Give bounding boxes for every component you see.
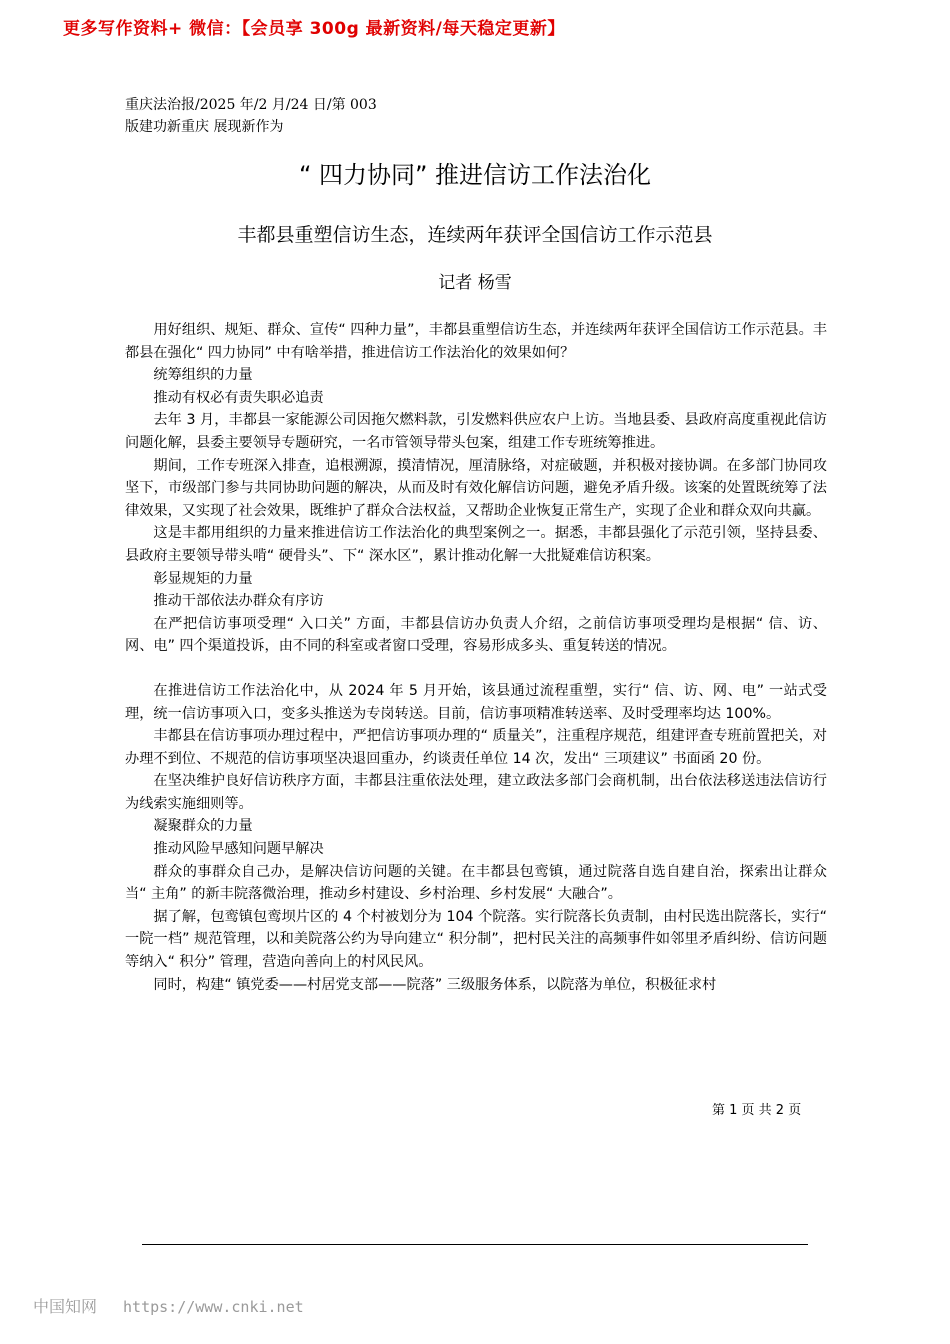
paragraph: 同时，构建“ 镇党委——村居党支部——院落” 三级服务体系，以院落为单位，积极征求村 [153, 976, 717, 993]
paragraph: 去年 3 月，丰都县一家能源公司因拖欠燃料款，引发燃料供应农户上访。当地县委、县政府高度重视此信访问题化解，县委主要领导专题研究，一名市管领导带头包案，组建工作专班统筹推进。 [125, 412, 827, 451]
paragraph: 这是丰都用组织的力量来推进信访工作法治化的典型案例之一。据悉，丰都县强化了示范引领，坚持县委、县政府主要领导带头啃“ 硬骨头”、下“ 深水区”，累计推动化解一大批疑难信访积案。 [125, 525, 827, 564]
paragraph: 群众的事群众自己办，是解决信访问题的关键。在丰都县包鸾镇，通过院落自选自建自治，探索出让群众当“ 主角” 的新丰院落微治理，推动乡村建设、乡村治理、乡村发展“ 大融合”。 [125, 863, 827, 903]
article-title: “ 四力协同” 推进信访工作法治化 [298, 161, 652, 189]
section-line: 版建功新重庆 展现新作为 [125, 119, 284, 135]
article-body [125, 319, 827, 996]
section-subheading: 推动风险早感知问题早解决 [153, 841, 324, 858]
section-heading: 统筹组织的力量 [153, 367, 253, 384]
source-line: 重庆法治报/2025 年/2 月/24 日/第 003 [125, 97, 377, 113]
page-number: 第 1 页 共 2 页 [712, 1103, 802, 1118]
paragraph: 在坚决维护良好信访秩序方面，丰都县注重依法处理，建立政法多部门会商机制，出台依法移送违法信访行为线索实施细则等。 [125, 773, 827, 812]
footer [33, 1294, 304, 1317]
paragraph: 丰都县在信访事项办理过程中，严把信访事项办理的“ 质量关”，注重程序规范，组建评查专班前置把关，对办理不到位、不规范的信访事项坚决退回重办，约谈责任单位 14 次，发出“ 三项建议” 书面函 20 份。 [125, 728, 827, 767]
paragraph: 据了解，包鸾镇包鸾坝片区的 4 个村被划分为 104 个院落。实行院落长负责制，由村民选出院落长，实行“ 一院一档” 规范管理，以和美院落公约为导向建立“ 积分制”，把村民关注的高频事件如邻里矛盾纠纷、信访问题等纳入“ 积分” 管理，营造向善向上的村风民风。 [125, 908, 827, 971]
paragraph: 在推进信访工作法治化中，从 2024 年 5 月开始，该县通过流程重塑，实行“ 信、访、网、电” 一站式受理，统一信访事项入口，变多头推送为专岗转送。目前，信访事项精准转送率、及时受理率均达 100%。 [125, 682, 827, 722]
paragraph: 在严把信访事项受理“ 入口关” 方面，丰都县信访办负责人介绍，之前信访事项受理均是根据“ 信、访、网、电” 四个渠道投诉，由不同的科室或者窗口受理，容易形成多头、重复转送的情况。 [125, 615, 827, 655]
section-heading: 彰显规矩的力量 [153, 570, 253, 587]
section-subheading: 推动干部依法办群众有序访 [153, 593, 324, 610]
section-heading: 凝聚群众的力量 [153, 818, 253, 835]
byline: 记者 杨雪 [438, 273, 512, 293]
promo-banner: 更多写作资料+ 微信：【会员享 300g 最新资料/每天稳定更新】 [63, 19, 565, 39]
footer-url[interactable]: https://www.cnki.net [123, 1298, 304, 1316]
paragraph: 用好组织、规矩、群众、宣传“ 四种力量”，丰都县重塑信访生态，并连续两年获评全国信访工作示范县。丰都县在强化“ 四力协同” 中有啥举措，推进信访工作法治化的效果如何？ [125, 322, 827, 361]
section-subheading: 推动有权必有责失职必追责 [153, 389, 324, 406]
footer-site-name: 中国知网 [33, 1297, 98, 1316]
paragraph: 期间，工作专班深入排查，追根溯源，摸清情况，厘清脉络，对症破题，并积极对接协调。在多部门协同攻坚下，市级部门参与共同协助问题的解决，从而及时有效化解信访问题，避免矛盾升级。该案的处置既统筹了法律效果，又实现了社会效果，既维护了群众合法权益，又帮助企业恢复正常生产，实现了企业和群众双向共赢。 [125, 457, 827, 519]
article-subtitle: 丰都县重塑信访生态，连续两年获评全国信访工作示范县 [237, 224, 713, 246]
footer-divider [142, 1244, 808, 1245]
